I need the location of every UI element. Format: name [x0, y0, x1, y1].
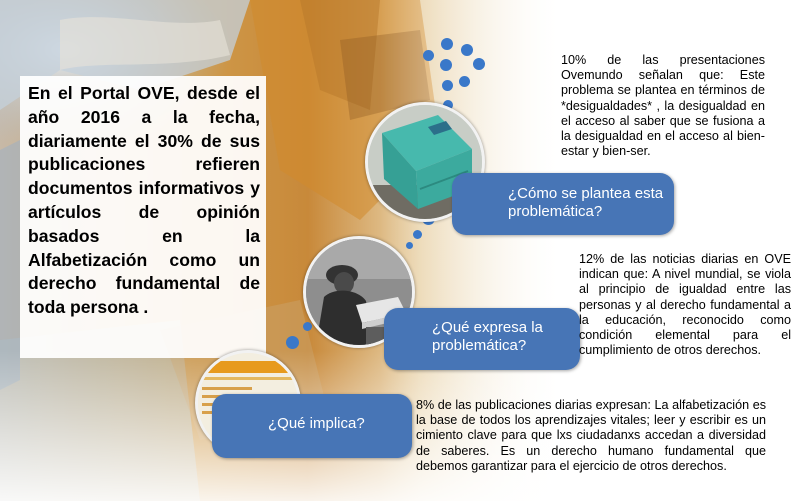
question-box-implies: ¿Qué implica?: [212, 394, 412, 458]
decorative-dot: [459, 76, 470, 87]
answer-text-implies: 8% de las publicaciones diarias expresan: La alfabetización es la base de todos los aprendizajes vitales; leer y escribir es un cimiento clave para que lxs ciudadanxs accedan a diversidad de saberes. Es un derecho humano fundamental que debemos garantizar para el ejercicio de otros derechos.: [416, 398, 766, 473]
answer-text-how: 10% de las presentaciones Ovemundo señalan que: Este problema se plantea en términos de *desigualdades* , la desigualdad en el acceso al saber que se fusiona a la desigualdad en el acceso al bien-estar y bien-ser.: [561, 53, 765, 159]
decorative-dot: [413, 230, 422, 239]
decorative-dot: [423, 50, 434, 61]
decorative-dot: [286, 336, 299, 349]
decorative-dot: [303, 322, 312, 331]
decorative-dot: [461, 44, 473, 56]
answer-text-what: 12% de las noticias diarias en OVE indican que: A nivel mundial, se viola al principio de igualdad entre las personas y al derecho fundamental a la educación, reconocido como condición elemental para el cumplimiento de otros derechos.: [579, 252, 791, 358]
question-box-what: ¿Qué expresa la problemática?: [384, 308, 580, 370]
decorative-dot: [442, 80, 453, 91]
headline: En el Portal OVE, desde el año 2016 a la fecha, diariamente el 30% de sus publicaciones refieren documentos informativos y artículos de opinión basados en la Alfabetización como un derecho fundamental de toda persona .: [28, 83, 260, 318]
decorative-dot: [440, 59, 452, 71]
decorative-dot: [441, 38, 453, 50]
decorative-dot: [406, 242, 413, 249]
question-box-how: ¿Cómo se plantea esta problemática?: [452, 173, 674, 235]
decorative-dot: [473, 58, 485, 70]
